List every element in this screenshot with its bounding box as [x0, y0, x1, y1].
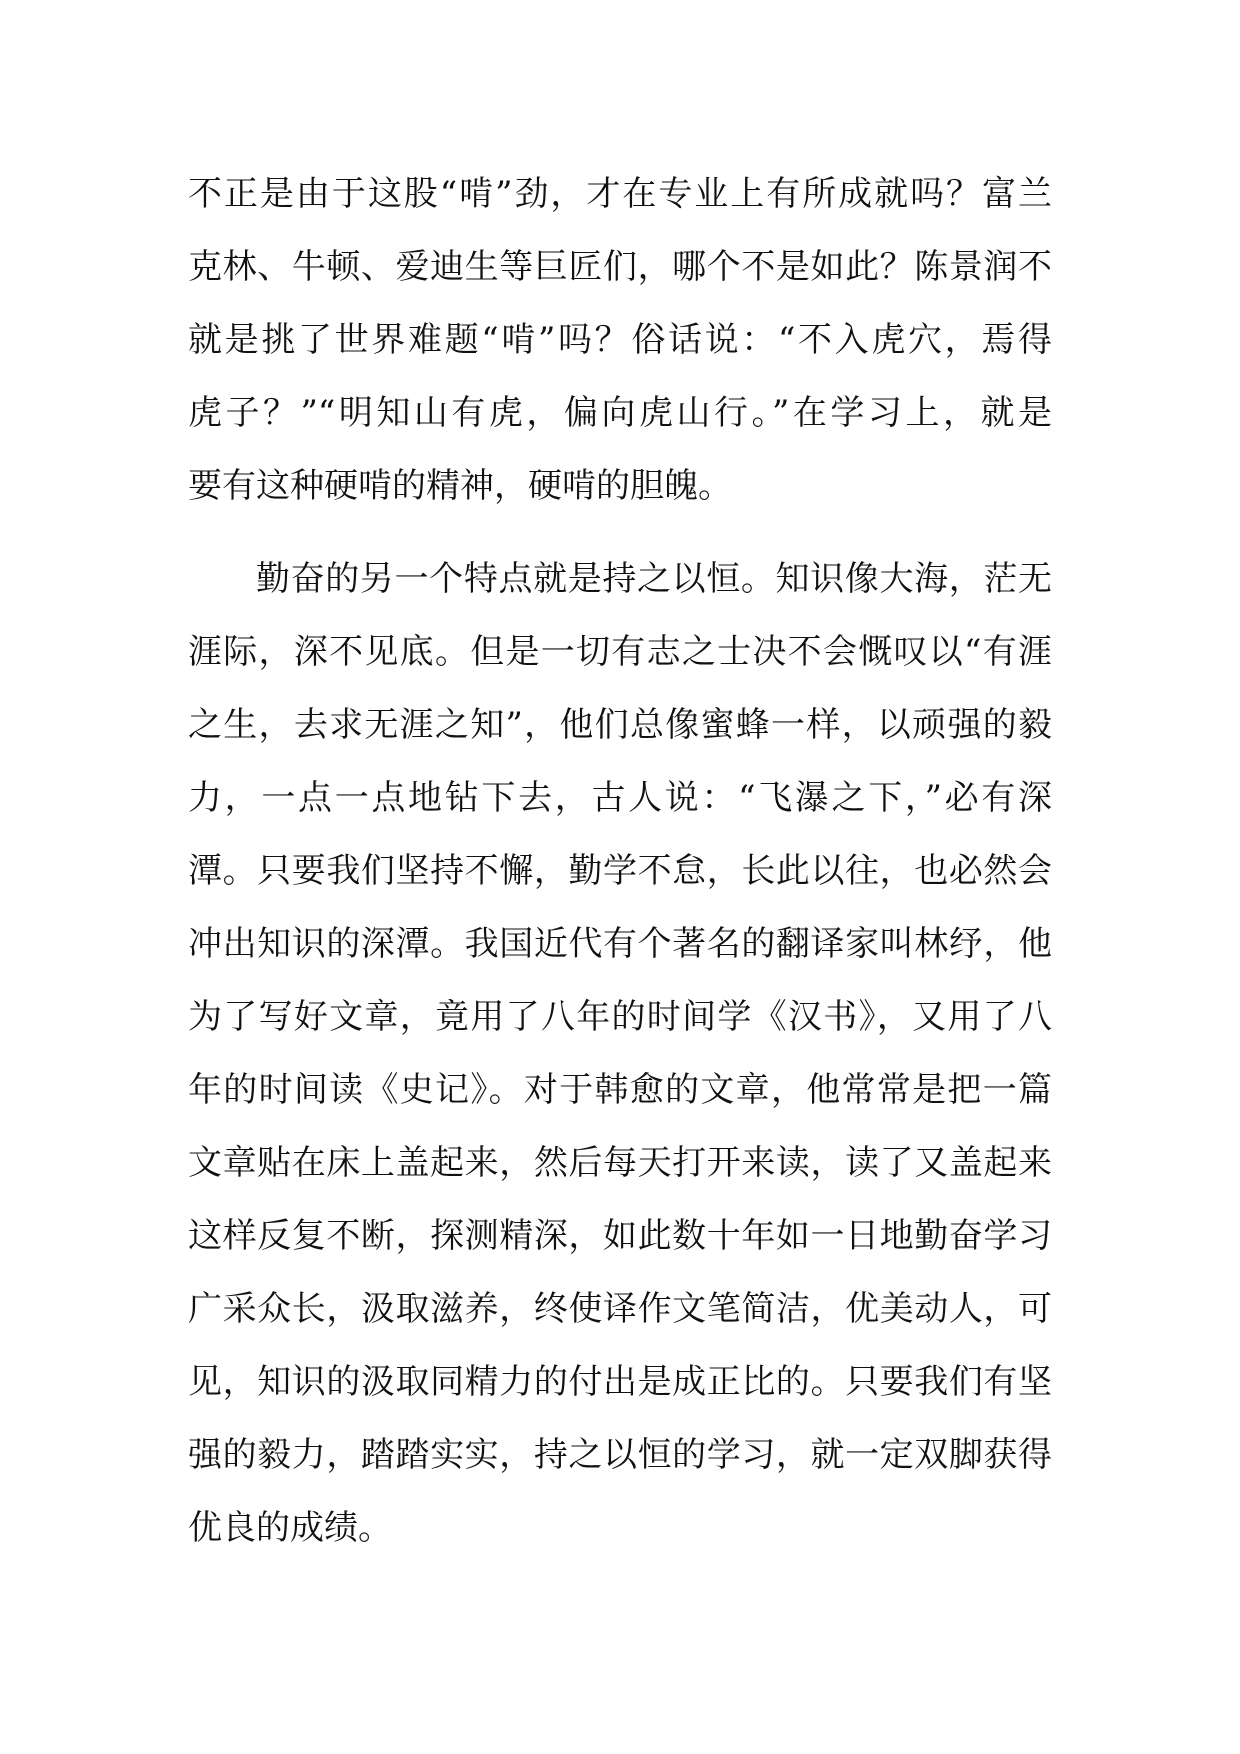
paragraph-2-line-2: 涯际，深不见底。但是一切有志之士决不会慨叹以“有涯: [188, 632, 1052, 672]
paragraph-2-line-8: 年的时间读《史记》。对于韩愈的文章，他常常是把一篇: [188, 1070, 1052, 1110]
body-text: [188, 158, 1052, 1565]
paragraph-2-line-5: 潭。只要我们坚持不懈，勤学不怠，长此以往，也必然会: [188, 851, 1052, 891]
paragraph-2-line-13: 强的毅力，踏踏实实，持之以恒的学习，就一定双脚获得: [188, 1435, 1052, 1475]
paragraph-1-line-2: 克林、牛顿、爱迪生等巨匠们，哪个不是如此？陈景润不: [188, 247, 1052, 287]
paragraph-1-line-1: 不正是由于这股“啃”劲，才在专业上有所成就吗？富兰: [188, 174, 1052, 214]
paragraph-1-line-4: 虎子？”“明知山有虎，偏向虎山行。”在学习上，就是: [188, 393, 1052, 433]
paragraph-2-line-10: 这样反复不断，探测精深，如此数十年如一日地勤奋学习: [188, 1216, 1052, 1256]
paragraph-gap: [188, 523, 1052, 543]
paragraph-2-line-9: 文章贴在床上盖起来，然后每天打开来读，读了又盖起来: [188, 1143, 1052, 1183]
paragraph-2-line-1: 勤奋的另一个特点就是持之以恒。知识像大海，茫无: [256, 559, 1052, 599]
paragraph-2-line-12: 见，知识的汲取同精力的付出是成正比的。只要我们有坚: [188, 1362, 1052, 1402]
paragraph-2-line-6: 冲出知识的深潭。我国近代有个著名的翻译家叫林纾，他: [188, 924, 1052, 964]
paragraph-2-line-3: 之生，去求无涯之知”，他们总像蜜蜂一样，以顽强的毅: [188, 705, 1052, 745]
paragraph-2-line-11: 广采众长，汲取滋养，终使译作文笔简洁，优美动人，可: [188, 1289, 1052, 1329]
paragraph-2-line-14: 优良的成绩。: [188, 1508, 392, 1548]
paragraph-2-line-7: 为了写好文章，竟用了八年的时间学《汉书》，又用了八: [188, 997, 1052, 1037]
paragraph-2-line-4: 力，一点一点地钻下去，古人说：“飞瀑之下，”必有深: [188, 778, 1052, 818]
paragraph-1-line-3: 就是挑了世界难题“啃”吗？俗话说：“不入虎穴，焉得: [188, 320, 1052, 360]
paragraph-1-line-5: 要有这种硬啃的精神，硬啃的胆魄。: [188, 466, 732, 506]
